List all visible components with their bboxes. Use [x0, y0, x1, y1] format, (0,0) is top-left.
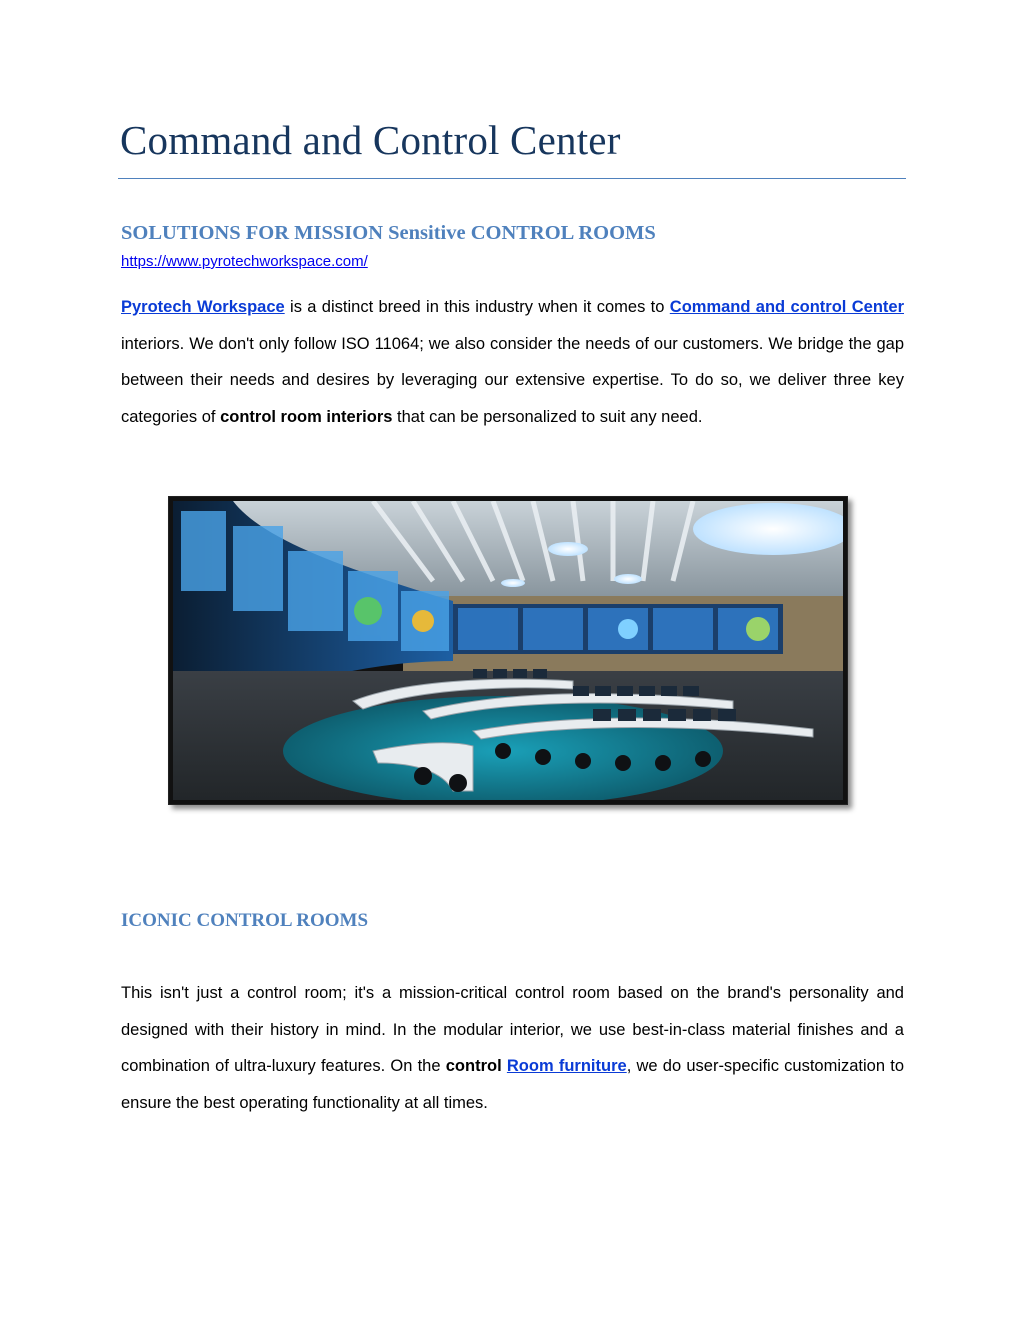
iconic-text-3: , we do user-specific customization to ensure the best operating functionality at all times.: [121, 1057, 905, 1112]
intro-text-3: that can be personalized to suit any need.: [392, 407, 703, 426]
intro-text-2: interiors. We don't only follow ISO 11064; we also consider the needs of our customers. We bridge the gap between their needs and desires by leveraging our extensive expertise. To do so, we deliver three key categories of: [121, 334, 904, 426]
intro-paragraph: [121, 289, 904, 435]
iconic-paragraph: [121, 975, 904, 1121]
page-title: Command and Control Center: [120, 117, 621, 163]
title-underline-divider: [118, 178, 906, 179]
room-furniture-link[interactable]: Room furniture: [506, 1057, 627, 1075]
website-url-link[interactable]: https://www.pyrotechworkspace.com/: [121, 253, 368, 270]
command-and-control-center-link[interactable]: Command and control Center: [669, 298, 904, 316]
control-room-illustration: [173, 501, 843, 800]
section-heading-solutions: SOLUTIONS FOR MISSION Sensitive CONTROL ROOMS: [121, 222, 656, 244]
control-room-interiors-bold: control room interiors: [220, 407, 393, 426]
control-room-photo: [168, 496, 848, 805]
section-heading-iconic-control-rooms: ICONIC CONTROL ROOMS: [121, 910, 369, 931]
iconic-text-1: This isn't just a control room; it's a mission-critical control room based on the brand's personality and designed with their history in mind. In the modular interior, we use best-in-class material finishes and a combination of ultra-luxury features. On the: [121, 984, 904, 1075]
pyrotech-workspace-link[interactable]: Pyrotech Workspace: [121, 298, 285, 316]
intro-text-1: is a distinct breed in this industry when it comes to: [284, 298, 670, 316]
control-bold: control: [445, 1057, 502, 1075]
